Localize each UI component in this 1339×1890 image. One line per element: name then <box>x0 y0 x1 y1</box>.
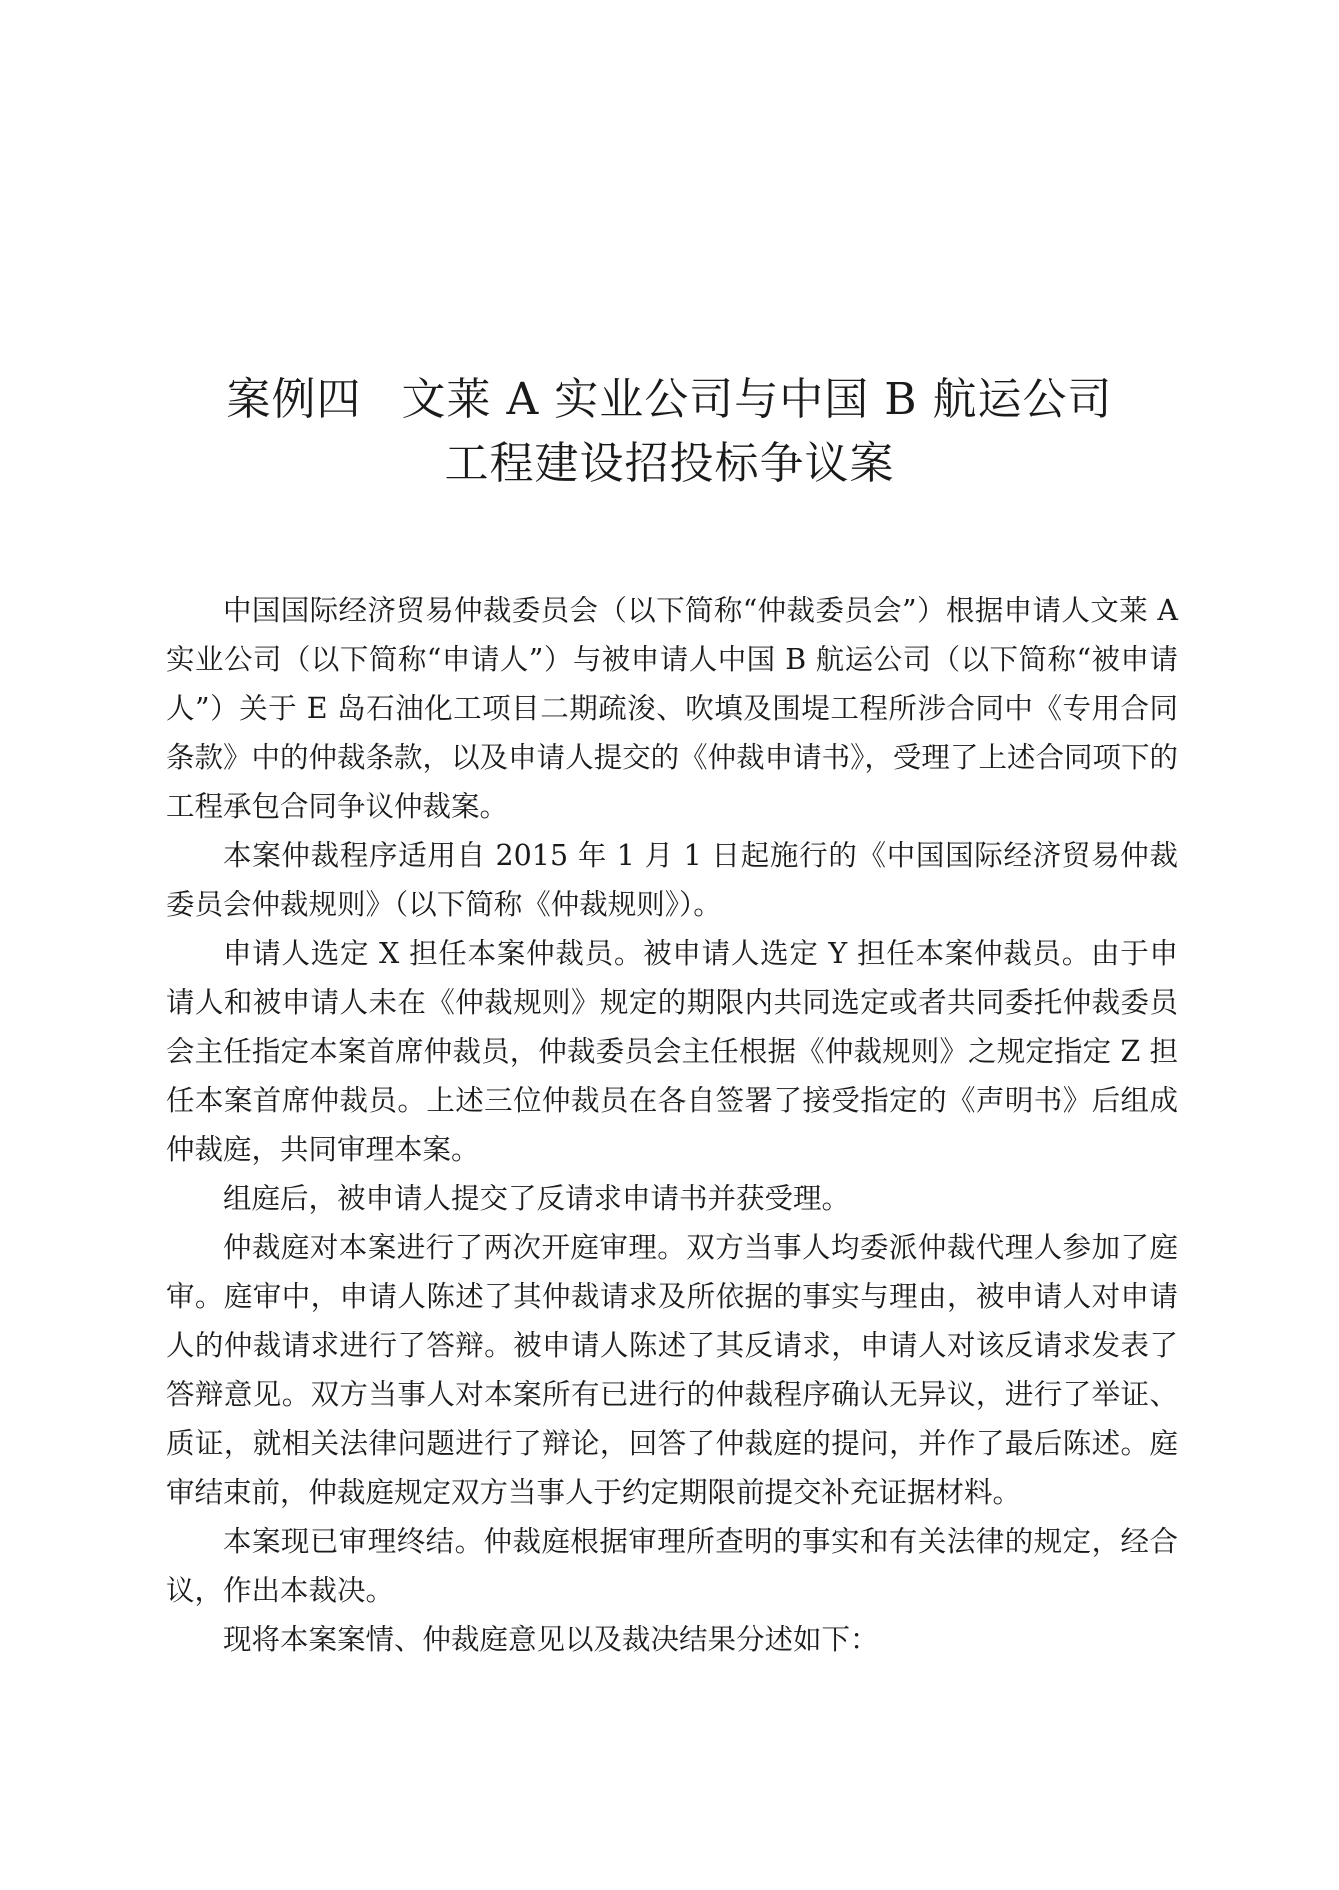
paragraph-4: 组庭后，被申请人提交了反请求申请书并获受理。 <box>223 1182 851 1215</box>
paragraph-7: 现将本案案情、仲裁庭意见以及裁决结果分述如下： <box>223 1623 879 1656</box>
title-line-2: 工程建设招投标争议案 <box>444 438 895 489</box>
document-body <box>166 586 1178 1664</box>
document-title <box>0 368 1339 496</box>
title-case-number: 案例四 <box>226 374 362 425</box>
paragraph-2: 本案仲裁程序适用自 2015 年 1 月 1 日起施行的《中国国际经济贸易仲裁委员会仲裁规则》（以下简称《仲裁规则》）。 <box>166 839 1178 921</box>
title-line-1 <box>0 368 1339 432</box>
title-parties: 文莱 A 实业公司与中国 B 航运公司 <box>401 374 1113 425</box>
paragraph-5: 仲裁庭对本案进行了两次开庭审理。双方当事人均委派仲裁代理人参加了庭审。庭审中，申请人陈述了其仲裁请求及所依据的事实与理由，被申请人对申请人的仲裁请求进行了答辩。被申请人陈述了其反请求，申请人对该反请求发表了答辩意见。双方当事人对本案所有已进行的仲裁程序确认无异议，进行了举证、质证，就相关法律问题进行了辩论，回答了仲裁庭的提问，并作了最后陈述。庭审结束前，仲裁庭规定双方当事人于约定期限前提交补充证据材料。 <box>166 1231 1178 1509</box>
paragraph-6: 本案现已审理终结。仲裁庭根据审理所查明的事实和有关法律的规定，经合议，作出本裁决。 <box>166 1525 1178 1607</box>
paragraph-1: 中国国际经济贸易仲裁委员会（以下简称“仲裁委员会”）根据申请人文莱 A 实业公司（以下简称“申请人”）与被申请人中国 B 航运公司（以下简称“被申请人”）关于 E 岛石油化工项目二期疏浚、吹填及围堤工程所涉合同中《专用合同条款》中的仲裁条款，以及申请人提交的《仲裁申请书》，受理了上述合同项下的工程承包合同争议仲裁案。 <box>166 594 1178 823</box>
paragraph-3: 申请人选定 X 担任本案仲裁员。被申请人选定 Y 担任本案仲裁员。由于申请人和被申请人未在《仲裁规则》规定的期限内共同选定或者共同委托仲裁委员会主任指定本案首席仲裁员，仲裁委员会主任根据《仲裁规则》之规定指定 Z 担任本案首席仲裁员。上述三位仲裁员在各自签署了接受指定的《声明书》后组成仲裁庭，共同审理本案。 <box>166 937 1178 1166</box>
